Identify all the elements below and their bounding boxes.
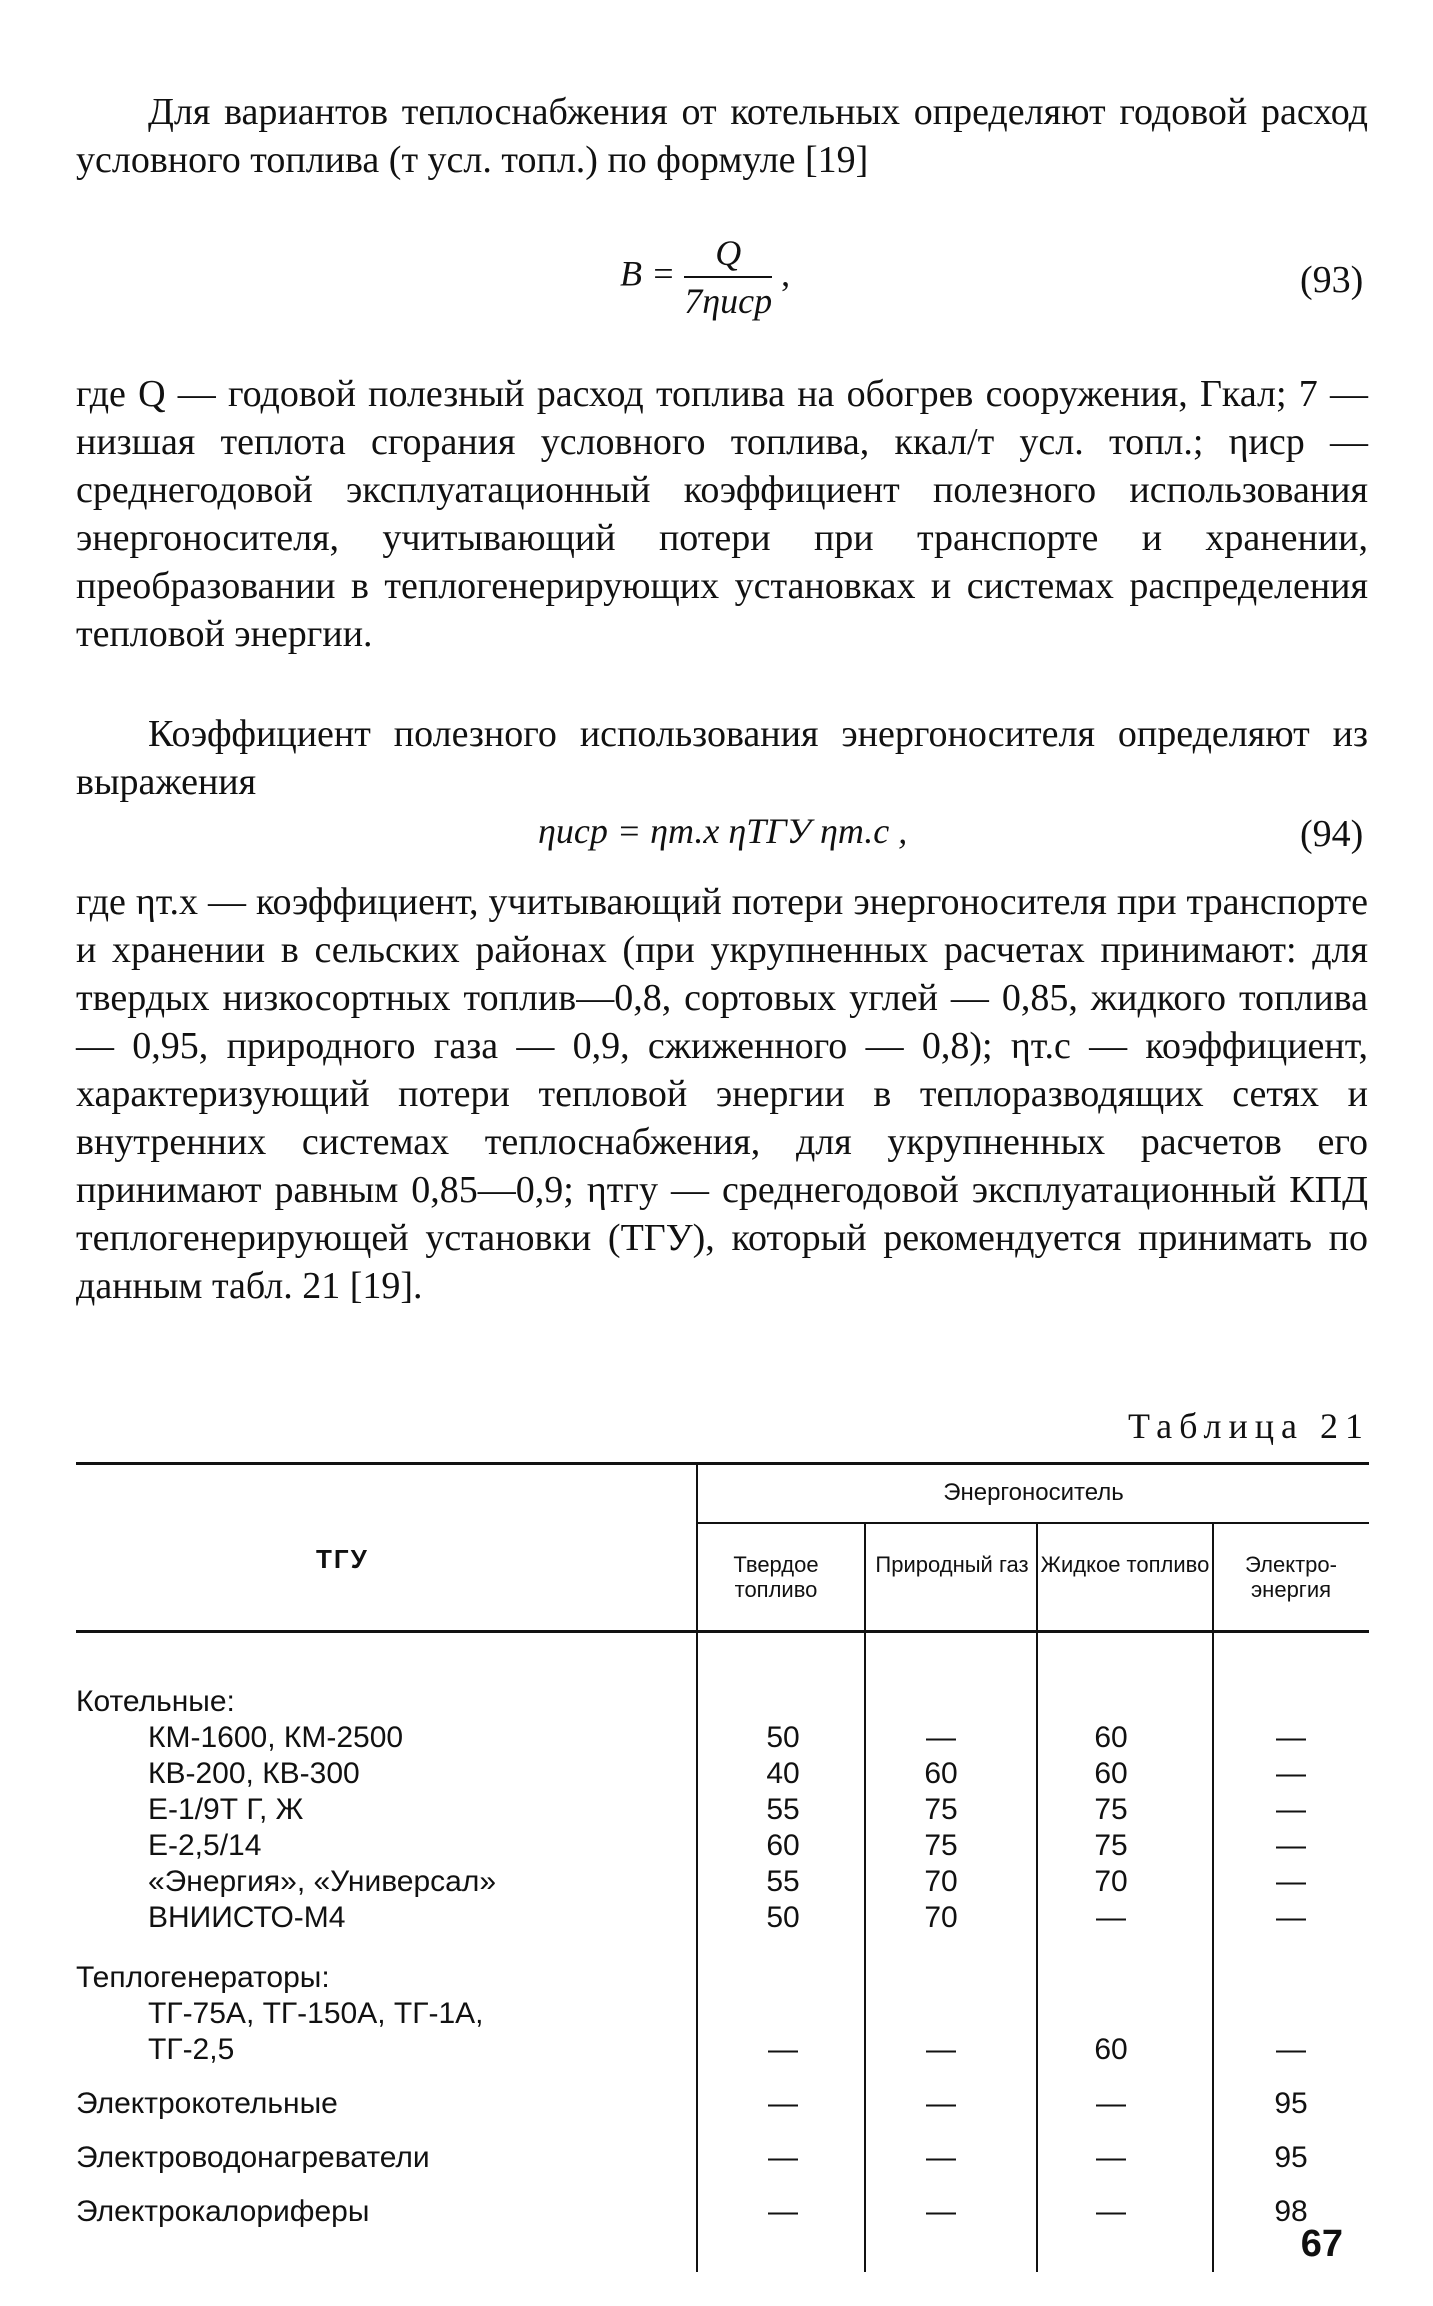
table-row [76,1960,1369,1996]
table-header-liquid-fuel: Жидкое топливо [1040,1552,1210,1577]
page-number: 67 [1300,2223,1343,2265]
table-row [76,2086,1369,2122]
table-cell: — [926,2141,956,2174]
table-header-tgu: ТГУ [316,1544,369,1574]
paragraph-explanation [76,878,1368,1310]
table-cell: — [1276,1901,1306,1934]
table-cell: 60 [1094,2033,1128,2066]
equation-number-94: (94) [1300,813,1364,855]
formula-93-lhs: B = [620,253,676,294]
table-row-name: «Энергия», «Универсал» [148,1865,497,1898]
paragraph-coefficient [76,710,1368,806]
table-cell: 60 [1094,1721,1128,1754]
table-cell: — [1276,2033,1306,2066]
table-cell: 55 [766,1865,800,1898]
table-header-rule [76,1630,1369,1633]
table-row-name: Электроводонагреватели [76,2141,430,2174]
table-cell: 70 [1094,1865,1128,1898]
table-cell: — [1096,1901,1126,1934]
table-cell: — [926,1721,956,1754]
table-cell: 75 [1094,1793,1128,1826]
table-cell: 98 [1274,2195,1308,2228]
table-cell: — [926,2033,956,2066]
group-header-rule [696,1522,1369,1524]
table-cell: — [1276,1757,1306,1790]
table-cell: — [926,2087,956,2120]
table-cell: — [768,2087,798,2120]
table-top-rule [76,1462,1369,1465]
table-cell: — [1096,2141,1126,2174]
table-row [76,2140,1369,2176]
table-cell: 60 [924,1757,958,1790]
formula-93-denominator: 7ηиср [684,281,773,321]
paragraph-intro [76,88,1368,184]
table-cell: — [1276,1793,1306,1826]
table-header-electricity: Электро-энергия [1245,1552,1337,1602]
table-cell: 40 [766,1757,800,1790]
table-header-natural-gas: Природный газ [875,1552,1029,1577]
table-cell: — [1096,2195,1126,2228]
table-21 [76,1462,1369,2278]
table-cell: 95 [1274,2141,1308,2174]
table-cell: — [1096,2087,1126,2120]
table-cell: 95 [1274,2087,1308,2120]
formula-93 [620,232,790,322]
formula-93-numerator: Q [684,232,772,278]
table-row-name: Электрокотельные [76,2087,338,2120]
table-cell: — [1276,1865,1306,1898]
table-cell: 50 [766,1721,800,1754]
formula-93-tail: , [781,253,791,294]
table-row [76,1792,1369,1828]
table-row-name: КМ-1600, КМ-2500 [148,1721,404,1754]
formula-94: ηиср = ηт.х ηТГУ ηт.с , [538,811,908,851]
table-cell: 70 [924,1865,958,1898]
paragraph-coefficient-text: Коэффициент полезного использования энергоносителя определяют из выражения [76,713,1368,803]
paragraph-explanation-text: где ηт.х — коэффициент, учитывающий потери энергоносителя при транспорте и хранении в сельских районах (при укрупненных расчетах принимают: для твердых низкосортных топлив—0,8, сортовых углей — 0,85, жидкого топлива — 0,95, природного газа — 0,9, сжиженного — 0,8); ηт.с — коэффициент, характеризующий потери тепловой энергии в теплоразводящих сетях и внутренних системах теплоснабжения, для укрупненных расчетов его принимают равным 0,85—0,9; ηтгу — среднегодовой эксплуатационный КПД теплогенерирующей установки (ТГУ), который рекомендуется принимать по данным табл. 21 [19]. [76,881,1368,1307]
table-row [76,1756,1369,1792]
table-row-name: ТГ-2,5 [148,2033,235,2066]
table-row [76,1720,1369,1756]
table-row [76,1828,1369,1864]
table-row [76,1996,1369,2032]
table-cell: 60 [1094,1757,1128,1790]
table-cell: 55 [766,1793,800,1826]
table-row [76,2032,1369,2068]
table-cell: — [926,2195,956,2228]
table-row [76,2194,1369,2230]
formula-93-fraction [684,232,772,322]
table-cell: 75 [924,1793,958,1826]
table-cell: — [1276,1721,1306,1754]
table-caption: Таблица 21 [1128,1406,1370,1446]
table-cell: 75 [924,1829,958,1862]
table-cell: 70 [924,1901,958,1934]
table-cell: — [1276,1829,1306,1862]
table-row-name: Теплогенераторы: [76,1961,330,1994]
table-cell: 75 [1094,1829,1128,1862]
table-header-solid-fuel: Твердое топливо [733,1552,819,1602]
table-cell: — [768,2033,798,2066]
table-row-name: Е-2,5/14 [148,1829,262,1862]
table-cell: — [768,2141,798,2174]
paragraph-definitions-text: где Q — годовой полезный расход топлива на обогрев сооружения, Гкал; 7 — низшая теплота сгорания условного топлива, ккал/т усл. топл.; ηиср — среднегодовой эксплуатационный коэффициент полезного использования энергоносителя, учитывающий потери при транспорте и хранении, преобразовании в теплогенерирующих установках и системах распределения тепловой энергии. [76,373,1368,655]
table-row-name: Е-1/9Т Г, Ж [148,1793,304,1826]
table-cell: 60 [766,1829,800,1862]
table-row-name: Котельные: [76,1685,235,1718]
table-row-name: ВНИИСТО-М4 [148,1901,346,1934]
paragraph-definitions [76,370,1368,658]
table-row-name: КВ-200, КВ-300 [148,1757,360,1790]
table-cell: 50 [766,1901,800,1934]
table-row [76,1900,1369,1936]
table-row-name: ТГ-75А, ТГ-150А, ТГ-1А, [148,1997,484,2030]
table-cell: — [768,2195,798,2228]
table-row-name: Электрокалориферы [76,2195,370,2228]
table-row [76,1864,1369,1900]
equation-number-93: (93) [1300,259,1364,301]
paragraph-intro-text: Для вариантов теплоснабжения от котельных определяют годовой расход условного топлива (т усл. топл.) по формуле [19] [76,91,1368,181]
table-row [76,1684,1369,1720]
table-header-energy-carrier: Энергоноситель [943,1479,1124,1506]
